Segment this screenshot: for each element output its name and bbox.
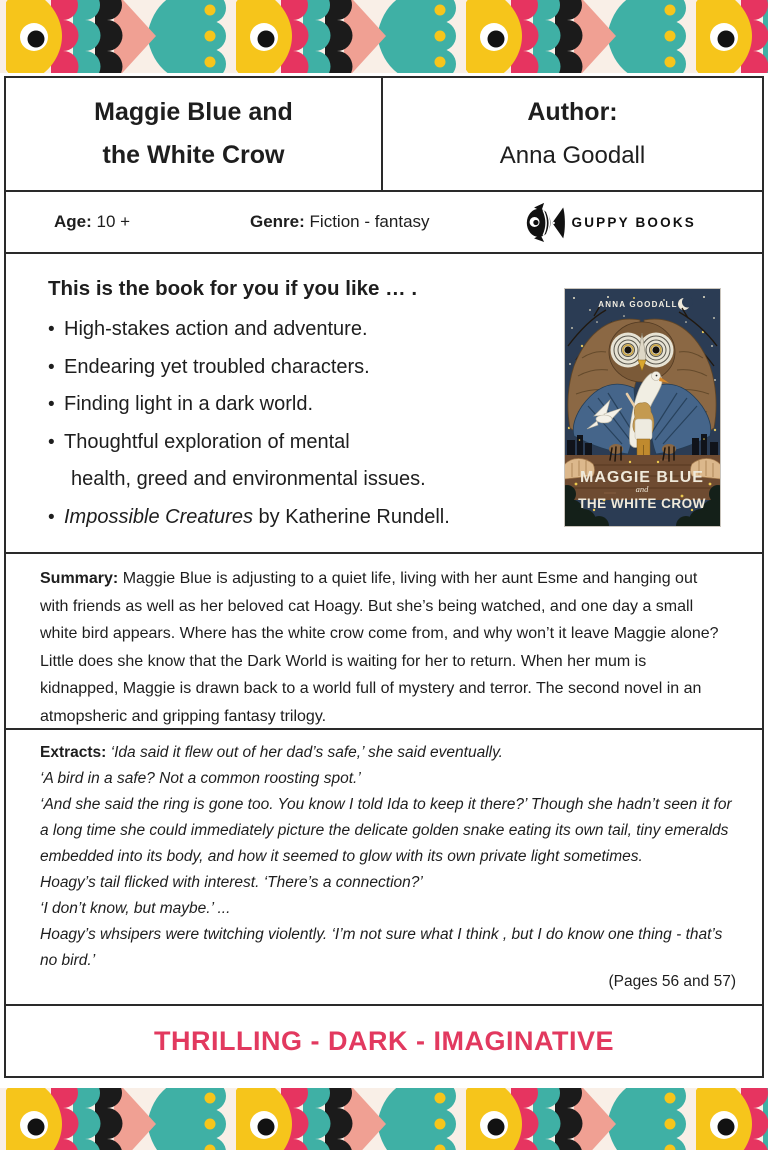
guppy-fish-icon (525, 200, 565, 244)
book-cover-image (564, 288, 721, 527)
decorative-fish-border-top (0, 0, 768, 73)
genre-value: Fiction - fantasy (309, 212, 430, 231)
decorative-fish-border-bottom (0, 1088, 768, 1150)
bullet-text-wrap: health, greed and environmental issues. (71, 468, 426, 490)
summary-text: Maggie Blue is adjusting to a quiet life, living with her aunt Esme and hanging out with friends as well as her beloved cat Hoagy. But she’s being watched, and one day a small white bird appears. Where has the white crow come from, and why won’t it leave Maggie alone? Little does she know that the Dark World is waiting for her to return. When her mum is kidnapped, Maggie is drawn back to a world full of mystery and terror. The second novel in an atmopsheric and gripping fantasy trilogy. (40, 570, 719, 725)
bullet-italic-title: Impossible Creatures (64, 505, 253, 528)
hook-section (6, 254, 762, 554)
author-label: Author: (527, 98, 618, 126)
list-item (48, 311, 551, 349)
fish-pattern-icon (0, 1088, 768, 1150)
bullet-text: High-stakes action and adventure. (64, 318, 368, 340)
list-item (48, 386, 551, 424)
cover-title-line2: and (635, 484, 649, 494)
summary-label: Summary: (40, 570, 119, 587)
book-title (6, 78, 383, 190)
age-label: Age: (54, 212, 92, 231)
author-cell (383, 78, 762, 190)
meta-row (6, 192, 762, 254)
list-item (48, 349, 551, 387)
publisher-name: GUPPY BOOKS (571, 214, 696, 230)
page-reference: (Pages 56 and 57) (608, 973, 736, 990)
extract-text: ‘Ida said it flew out of her dad’s safe,’ she said eventually. (110, 744, 503, 761)
book-title-line2: the White Crow (102, 141, 285, 169)
extract-line: Hoagy’s whsipers were twitching violently. ‘I’m not sure what I think , but I do know one thing - that’s no bird.’ (40, 926, 723, 969)
fish-pattern-icon (0, 0, 768, 73)
extract-line: ‘And she said the ring is gone too. You know I told Ida to keep it there?’ Though she hadn’t seen it for a long time she could immediately picture the delicate golden snake eating its own tail, tiny emeralds embedded into its body, and how it seemed to glow with its own private light sometimes. (40, 796, 732, 865)
hook-bullet-list (6, 311, 551, 536)
publisher-logo (525, 200, 696, 244)
hook-heading: This is the book for you if you like … . (48, 277, 418, 300)
book-cover-illustration (564, 288, 721, 527)
tagline: THRILLING - DARK - IMAGINATIVE (154, 1025, 614, 1056)
extracts-section (6, 730, 762, 1006)
bullet-text: Endearing yet troubled characters. (64, 355, 370, 378)
extract-line: ‘A bird in a safe? Not a common roosting spot.’ (40, 770, 361, 787)
cover-author: ANNA GOODALL (598, 300, 678, 309)
bullet-text: Thoughtful exploration of mental (64, 430, 350, 453)
header-row (6, 78, 762, 192)
list-item (48, 424, 551, 499)
book-title-line1: Maggie Blue and (94, 98, 293, 126)
author-name: Anna Goodall (499, 142, 646, 169)
age-value: 10 + (96, 212, 131, 231)
genre-field (250, 212, 430, 232)
summary-paragraph (40, 565, 726, 730)
content-frame (4, 76, 764, 1078)
extracts-label: Extracts: (40, 744, 107, 761)
age-field (54, 212, 250, 232)
extract-line: Hoagy’s tail flicked with interest. ‘There’s a connection?’ (40, 874, 423, 891)
bullet-text: Finding light in a dark world. (64, 393, 314, 415)
cover-title-line3: THE WHITE CROW (578, 496, 706, 511)
extract-line: ‘I don’t know, but maybe.’ ... (40, 900, 231, 917)
cover-title-line1: MAGGIE BLUE (580, 469, 704, 486)
tagline-section (6, 1006, 762, 1076)
summary-section (6, 554, 762, 730)
bullet-text: by Katherine Rundell. (252, 505, 450, 528)
genre-label: Genre: (250, 212, 305, 231)
list-item (48, 499, 551, 537)
extract-line (40, 740, 736, 766)
